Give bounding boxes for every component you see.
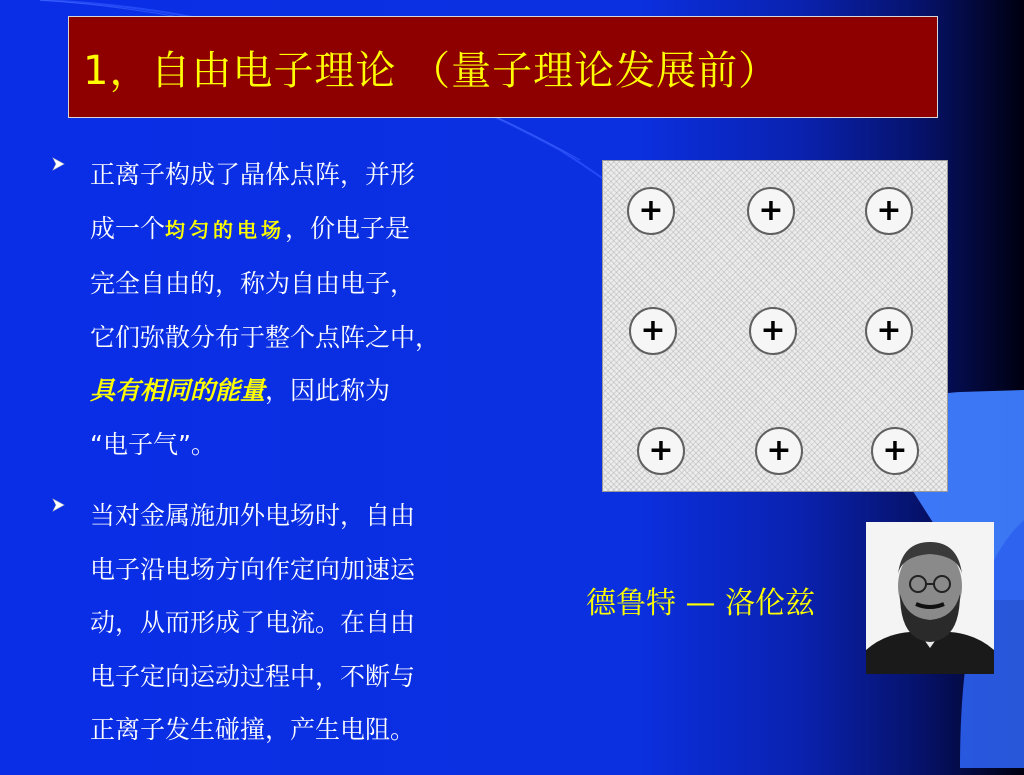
- text-line: 完全自由的，称为自由电子，: [90, 269, 416, 298]
- text-line: “电子气”。: [90, 429, 216, 459]
- text-line: 当对金属施加外电场时，自由: [90, 501, 416, 530]
- text-line: 正离子构成了晶体点阵，并形: [90, 160, 416, 189]
- title-box: [68, 16, 938, 118]
- portrait-illustration: [866, 522, 994, 674]
- positive-ion: +: [871, 427, 919, 475]
- text-line: 它们弥散分布于整个点阵之中，: [90, 322, 441, 352]
- text-span: 成一个: [90, 213, 166, 243]
- crystal-lattice-diagram: [602, 160, 948, 492]
- text-line: 动，从而形成了电流。在自由: [90, 608, 416, 637]
- positive-ion: +: [627, 187, 675, 235]
- positive-ion: +: [749, 307, 797, 355]
- portrait-photo: [866, 522, 994, 674]
- text-span: ，价电子是: [285, 213, 411, 243]
- bullet-item-current: [50, 489, 570, 757]
- highlight-same-energy: 具有相同的能量: [90, 376, 266, 405]
- bullet-item-lattice: [50, 148, 570, 471]
- bullet-list: [50, 148, 570, 775]
- text-line: [90, 364, 570, 418]
- portrait-caption: 德鲁特 — 洛伦兹: [586, 586, 816, 621]
- text-span: ，因此称为: [265, 376, 391, 405]
- page-title: 1，自由电子理论 （量子理论发展前）: [83, 47, 780, 94]
- text-line: 电子定向运动过程中，不断与: [90, 661, 416, 691]
- text-line: 正离子发生碰撞，产生电阻。: [90, 715, 416, 744]
- positive-ion: +: [747, 187, 795, 235]
- text-line: 电子沿电场方向作定向加速运: [90, 554, 416, 584]
- positive-ion: +: [865, 187, 913, 235]
- positive-ion: +: [865, 307, 913, 355]
- positive-ion: +: [629, 307, 677, 355]
- arrowhead-bullet-icon: [50, 156, 66, 172]
- positive-ion: +: [637, 427, 685, 475]
- positive-ion: +: [755, 427, 803, 475]
- text-line: [90, 202, 570, 258]
- arrowhead-bullet-icon: [50, 497, 66, 513]
- bullet-text: [90, 148, 570, 471]
- highlight-uniform-field: 均匀的电场: [165, 217, 286, 242]
- bullet-text: [90, 489, 570, 757]
